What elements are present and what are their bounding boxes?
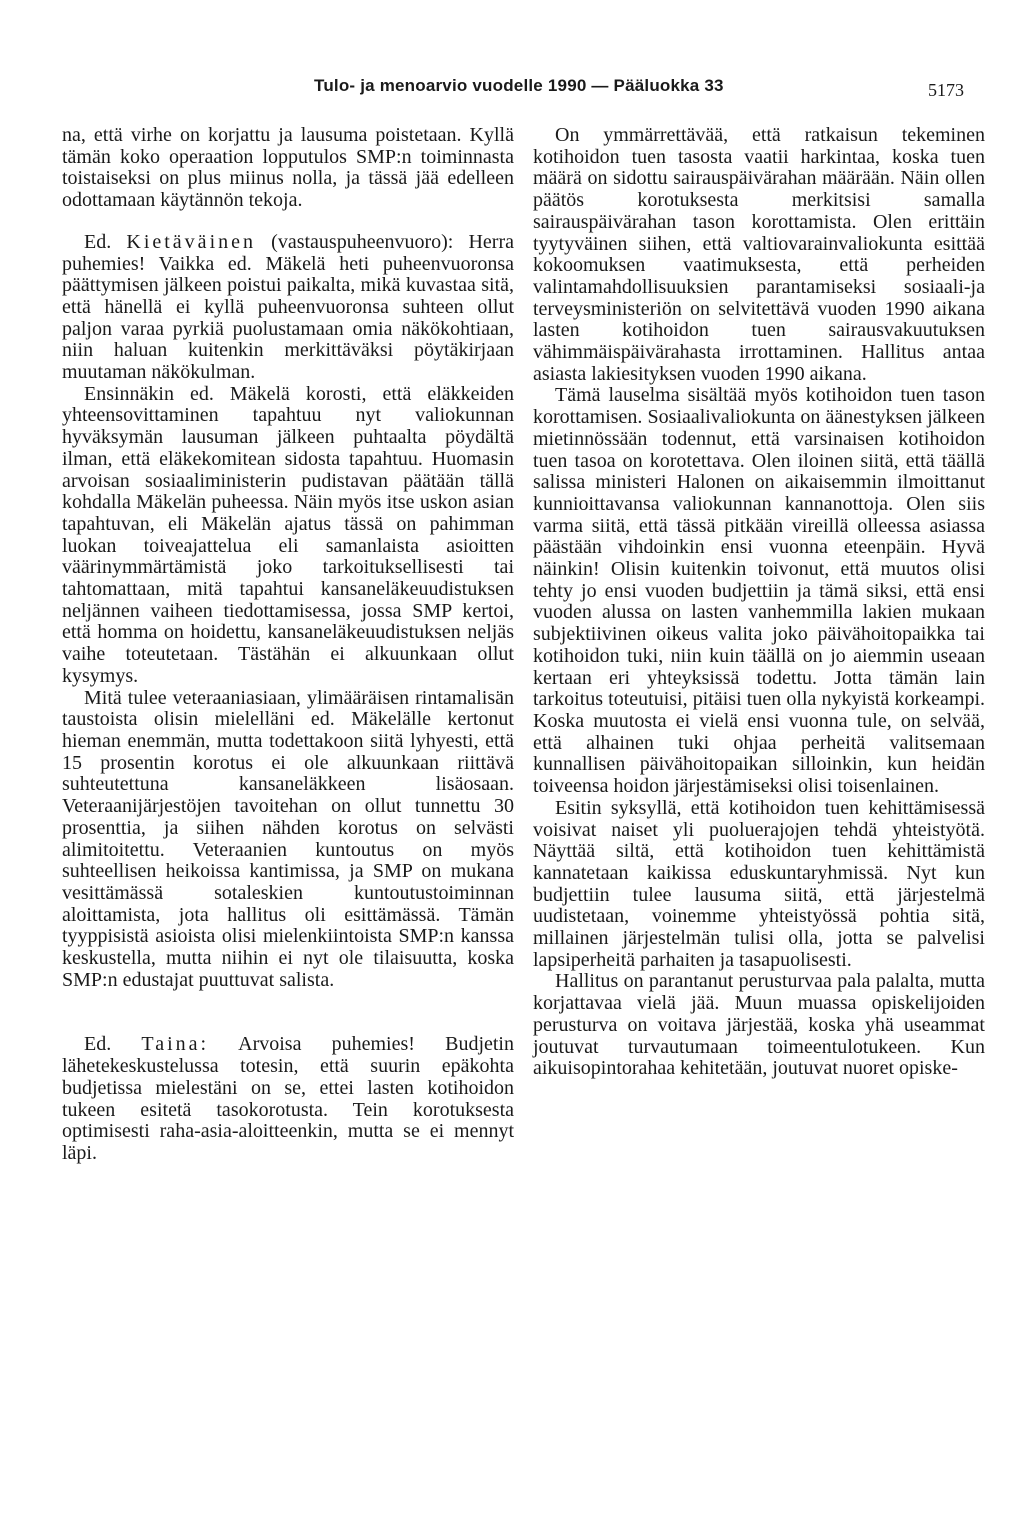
running-header: [0, 76, 1024, 102]
paragraph: na, että virhe on korjattu ja lausuma poistetaan. Kyllä tämän koko operaation lopputulos SMP:n toiminnasta toistaiseksi on plus miinus nolla, ja tässä jää edelleen odottamaan käytännön tekoja.: [62, 124, 514, 212]
right-column: [533, 125, 985, 1080]
paragraph: Ensinnäkin ed. Mäkelä korosti, että eläkkeiden yhteensovittaminen tapahtuu nyt valiokunnan hyväksymän lausuman jälkeen puhtaalta pöydältä ilman, että eläkekomitean sidosta tapahtuu. Huomasin arvoisan sosiaaliministerin pudistavan päätään tällä kohdalla Mäkelän puheessa. Näin myös itse uskon asian tapahtuvan, eli Mäkelän ajatus tässä on pahimman luokan toiveajattelua eli samanlaista asioitten väärinymmärtämistä joko tarkoituksellisesti tai tahtomattaan, mitä tapahtui kansaneläkeuudistuksen neljännen vaiheen tiedottamisessa, jossa SMP kertoi, että homma on hoidettu, kansaneläkeuudistuksen neljäs vaihe toteutetaan. Tästähän ei alkuunkaan ollut kysymys.: [62, 382, 514, 687]
paragraph: On ymmärrettävää, että ratkaisun tekeminen kotihoidon tuen tasosta vaatii harkintaa, koska tuen määrä on sidottu sairauspäivärahan määrään. Näin ollen päätös korotuksesta merkitsisi samalla sairauspäivärahan tason korottamista. Olen erittäin tyytyväinen siihen, että valtiovarainvaliokunta esittää kokoomuksen vaatimuksesta, että perheiden valintamahdollisuuksien parantamiseksi sosiaali-ja terveysministeriön on selvitettävä vuoden 1990 aikana lasten kotihoidon tuen sairausvakuutuksen vähimmäispäivärahasta irrottaminen. Hallitus antaa asiasta lakiesityksen vuoden 1990 aikana.: [533, 124, 985, 385]
paragraph: Mitä tulee veteraaniasiaan, ylimääräisen rintamalisän taustoista olisin mielelläni ed. Mäkelälle kertonut hieman enemmän, mutta todettakoon siitä lyhyesti, että 15 prosentin korotus ei ole alkuunkaan riittävä suhteutettuna kansaneläkkeen lisäosaan. Veteraanijärjestöjen tavoitehan on ollut tunnettu 30 prosenttia, ja siihen nähden korotus on selvästi alimitoitettu. Veteraanien kuntoutus on myös suhteellisen heikoissa kantimissa, ja SMP on mukana vesittämässä sotaleskien kuntoutustoiminnan aloittamista, jota hallitus oli esittämässä. Tämän tyyppisistä asioista olisi mielenkiintoista SMP:n kanssa keskustella, mutta niihin ei nyt ole tilaisuutta, koska SMP:n edustajat puuttuvat salista.: [62, 686, 514, 991]
left-column: [62, 125, 514, 1165]
speaker-prefix: Ed.: [84, 230, 112, 253]
speech-kietavainen: [62, 232, 514, 384]
paragraph: Esitin syksyllä, että kotihoidon tuen kehittämisessä voisivat naiset yli puoluerajojen tehdä yhteistyötä. Näyttää siltä, että kotihoidon tuen kehittämistä kannatetaan kaikissa eduskuntaryhmissä. Nyt kun budjettiin tulee lausuma siitä, että järjestelmä uudistetaan, voinemme yhteistyössä pohtia sitä, millainen järjestelmän tulisi olla, jotta se palvelisi lapsiperheitä parhaiten ja tasapuolisesti.: [533, 796, 985, 971]
speech-taina: [62, 1034, 514, 1164]
running-title: Tulo- ja menoarvio vuodelle 1990 — Pääluokka 33: [314, 76, 724, 95]
speaker-name: Taina:: [141, 1033, 210, 1056]
page-number: 5173: [928, 80, 964, 100]
speaker-name: Kietäväinen: [126, 230, 256, 253]
paragraph: Hallitus on parantanut perusturvaa pala palalta, mutta korjattavaa vielä jää. Muun muassa opiskelijoiden perusturva on voitava järjestää, koska yhä useammat joutuvat turvautumaan toimeentulotukeen. Kun aikuisopintorahaa kehitetään, joutuvat nuoret opiske-: [533, 970, 985, 1080]
speaker-prefix: Ed.: [84, 1033, 112, 1056]
speech-text: (vastauspuheenvuoro): Herra puhemies! Vaikka ed. Mäkelä heti puheenvuoronsa päättymisen jälkeen poistui paikalta, mikä kuvastaa sitä, että hänellä ei kyllä puheenvuoronsa suhteen ollut paljon varaa pyrkiä puolustamaan omia näkökohtiaan, niin haluan kuitenkin merkittäväksi pöytäkirjaan muutaman näkökulman.: [62, 230, 514, 384]
speech-text: Arvoisa puhemies! Budjetin lähetekeskustelussa totesin, että suurin epäkohta budjetissa mielestäni on se, ettei lasten kotihoidon tukeen esitetä tasokorotusta. Tein korotuksesta optimisesti raha-asia-aloitteenkin, mutta se ei mennyt läpi.: [62, 1033, 514, 1164]
paragraph: Tämä lauselma sisältää myös kotihoidon tuen tason korottamisen. Sosiaalivaliokunta on äänestyksen jälkeen mietinnössään todennut, että varsinaisen kotihoidon tuen tasoa on korotettava. Olen iloinen siitä, että täällä salissa ministeri Halonen on aikaisemmin ilmoittanut kunnioittavansa valiokunnan kannanottoja. Olen siis varma siitä, että tässä pitkään vireillä olleessa asiassa päästään vihdoinkin ensi vuonna eteenpäin. Hyvä näinkin! Olisin kuitenkin toivonut, että muutos olisi tehty jo ensi vuoden budjettiin ja tämä siksi, että ensi vuoden alussa on lasten vanhemmilla lakien mukaan subjektiivinen oikeus valita joko päivähoitopaikka tai kotihoidon tuki, niin kuin täällä on jo aiemmin useaan kertaan eri yhteyksissä todettu. Jotta tämän lain tarkoitus toteutuisi, pitäisi tuen olla nykyistä korkeampi. Koska muutosta ei vielä ensi vuonna tule, on selvää, että alhainen tuki ohjaa perheitä valitsemaan kunnallisen päivähoitopaikan silloinkin, kun heidän toiveensa hoidon järjestämiseksi olisi toisenlainen.: [533, 384, 985, 798]
